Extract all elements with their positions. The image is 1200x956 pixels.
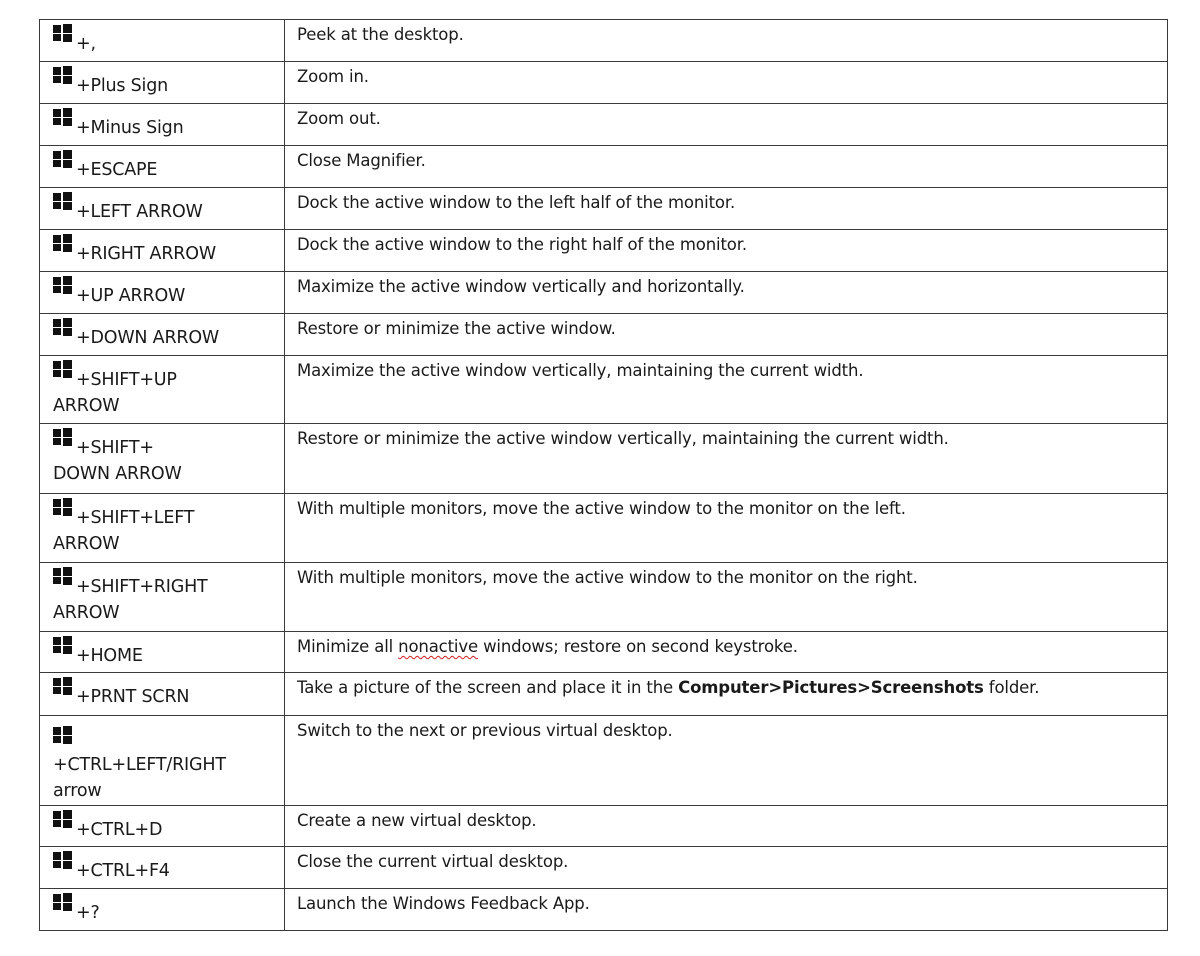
- table-row: [40, 314, 1168, 356]
- shortcut-description: [285, 673, 1168, 716]
- description-text: Take a picture of the screen and place it in the: [297, 678, 679, 697]
- shortcut-key: +LEFT ARROW: [76, 202, 203, 222]
- table-row: [40, 716, 1168, 806]
- windows-logo-icon: [53, 276, 72, 294]
- description-text: Minimize all: [297, 637, 399, 656]
- shortcut-description: Maximize the active window vertically and horizontally.: [285, 272, 1168, 314]
- shortcut-key-cell: [40, 272, 285, 314]
- windows-logo-icon: [53, 851, 72, 869]
- shortcut-key-cell: [40, 20, 285, 62]
- shortcut-key: +,: [76, 34, 96, 54]
- folder-path: Computer>Pictures>Screenshots: [678, 678, 984, 697]
- shortcut-key-cell: [40, 104, 285, 146]
- shortcut-key: +HOME: [76, 646, 143, 666]
- table-row: [40, 673, 1168, 716]
- shortcut-key: +SHIFT+UP: [76, 370, 177, 390]
- windows-logo-icon: [53, 234, 72, 252]
- windows-logo-icon: [53, 66, 72, 84]
- shortcut-description: Close the current virtual desktop.: [285, 847, 1168, 889]
- spellcheck-flagged-word: nonactive: [398, 637, 478, 656]
- shortcut-key-continued: DOWN ARROW: [53, 464, 182, 484]
- table-row: [40, 146, 1168, 188]
- windows-logo-icon: [53, 567, 72, 585]
- windows-logo-icon: [53, 726, 72, 744]
- shortcut-key-cell: [40, 563, 285, 632]
- shortcut-key-cell: [40, 632, 285, 673]
- table-row: [40, 356, 1168, 424]
- windows-logo-icon: [53, 428, 72, 446]
- shortcut-key-cell: [40, 716, 285, 806]
- shortcut-description: Restore or minimize the active window vertically, maintaining the current width.: [285, 424, 1168, 494]
- shortcut-key-cell: [40, 673, 285, 716]
- shortcut-key: +SHIFT+: [76, 438, 154, 458]
- table-row: [40, 104, 1168, 146]
- table-row: [40, 494, 1168, 563]
- shortcut-description: Dock the active window to the right half of the monitor.: [285, 230, 1168, 272]
- shortcuts-table: [39, 19, 1168, 931]
- shortcut-description: Zoom out.: [285, 104, 1168, 146]
- shortcut-key: +CTRL+F4: [76, 861, 170, 881]
- shortcut-key-cell: [40, 188, 285, 230]
- shortcut-description: Maximize the active window vertically, maintaining the current width.: [285, 356, 1168, 424]
- shortcut-key-cell: [40, 806, 285, 847]
- shortcut-key: +SHIFT+LEFT: [76, 508, 195, 528]
- shortcut-description: Restore or minimize the active window.: [285, 314, 1168, 356]
- shortcut-key: +RIGHT ARROW: [76, 244, 216, 264]
- shortcut-key: +PRNT SCRN: [76, 687, 190, 707]
- shortcut-description: Close Magnifier.: [285, 146, 1168, 188]
- table-row: [40, 272, 1168, 314]
- shortcut-key-continued: ARROW: [53, 396, 120, 416]
- table-row: [40, 62, 1168, 104]
- windows-logo-icon: [53, 498, 72, 516]
- shortcut-key-cell: [40, 314, 285, 356]
- shortcut-key-continued: ARROW: [53, 534, 120, 554]
- table-row: [40, 188, 1168, 230]
- windows-logo-icon: [53, 677, 72, 695]
- shortcut-description: Launch the Windows Feedback App.: [285, 889, 1168, 931]
- description-text: folder.: [983, 678, 1040, 697]
- shortcut-key-cell: [40, 356, 285, 424]
- shortcut-key: +UP ARROW: [76, 286, 186, 306]
- shortcut-key: +?: [76, 903, 100, 923]
- shortcut-description: With multiple monitors, move the active window to the monitor on the right.: [285, 563, 1168, 632]
- shortcut-description: Dock the active window to the left half of the monitor.: [285, 188, 1168, 230]
- table-row: [40, 230, 1168, 272]
- shortcut-key: +Minus Sign: [76, 118, 184, 138]
- shortcut-key-cell: [40, 424, 285, 494]
- shortcut-key-cell: [40, 494, 285, 563]
- shortcut-key-cell: [40, 230, 285, 272]
- windows-logo-icon: [53, 150, 72, 168]
- table-row: [40, 424, 1168, 494]
- shortcut-key: +ESCAPE: [76, 160, 158, 180]
- table-row: [40, 20, 1168, 62]
- shortcut-key-continued: arrow: [53, 781, 102, 801]
- shortcut-key: +SHIFT+RIGHT: [76, 577, 208, 597]
- windows-logo-icon: [53, 108, 72, 126]
- shortcut-key-cell: [40, 889, 285, 931]
- windows-logo-icon: [53, 893, 72, 911]
- shortcut-key: +CTRL+D: [76, 820, 163, 840]
- table-row: [40, 806, 1168, 847]
- table-row: [40, 632, 1168, 673]
- shortcut-description: [285, 632, 1168, 673]
- shortcut-description: With multiple monitors, move the active window to the monitor on the left.: [285, 494, 1168, 563]
- windows-logo-icon: [53, 360, 72, 378]
- shortcut-key-cell: [40, 62, 285, 104]
- shortcut-key: +Plus Sign: [76, 76, 169, 96]
- table-row: [40, 889, 1168, 931]
- windows-logo-icon: [53, 192, 72, 210]
- shortcut-key-continued: ARROW: [53, 603, 120, 623]
- shortcut-description: Create a new virtual desktop.: [285, 806, 1168, 847]
- shortcut-description: Zoom in.: [285, 62, 1168, 104]
- shortcut-key-cell: [40, 146, 285, 188]
- table-row: [40, 563, 1168, 632]
- windows-logo-icon: [53, 318, 72, 336]
- windows-logo-icon: [53, 636, 72, 654]
- shortcut-description: Peek at the desktop.: [285, 20, 1168, 62]
- windows-logo-icon: [53, 810, 72, 828]
- shortcut-key: +CTRL+LEFT/RIGHT: [53, 755, 226, 775]
- shortcut-key-cell: [40, 847, 285, 889]
- windows-logo-icon: [53, 24, 72, 42]
- table-row: [40, 847, 1168, 889]
- shortcut-description: Switch to the next or previous virtual desktop.: [285, 716, 1168, 806]
- description-text: windows; restore on second keystroke.: [477, 637, 798, 656]
- shortcut-key: +DOWN ARROW: [76, 328, 220, 348]
